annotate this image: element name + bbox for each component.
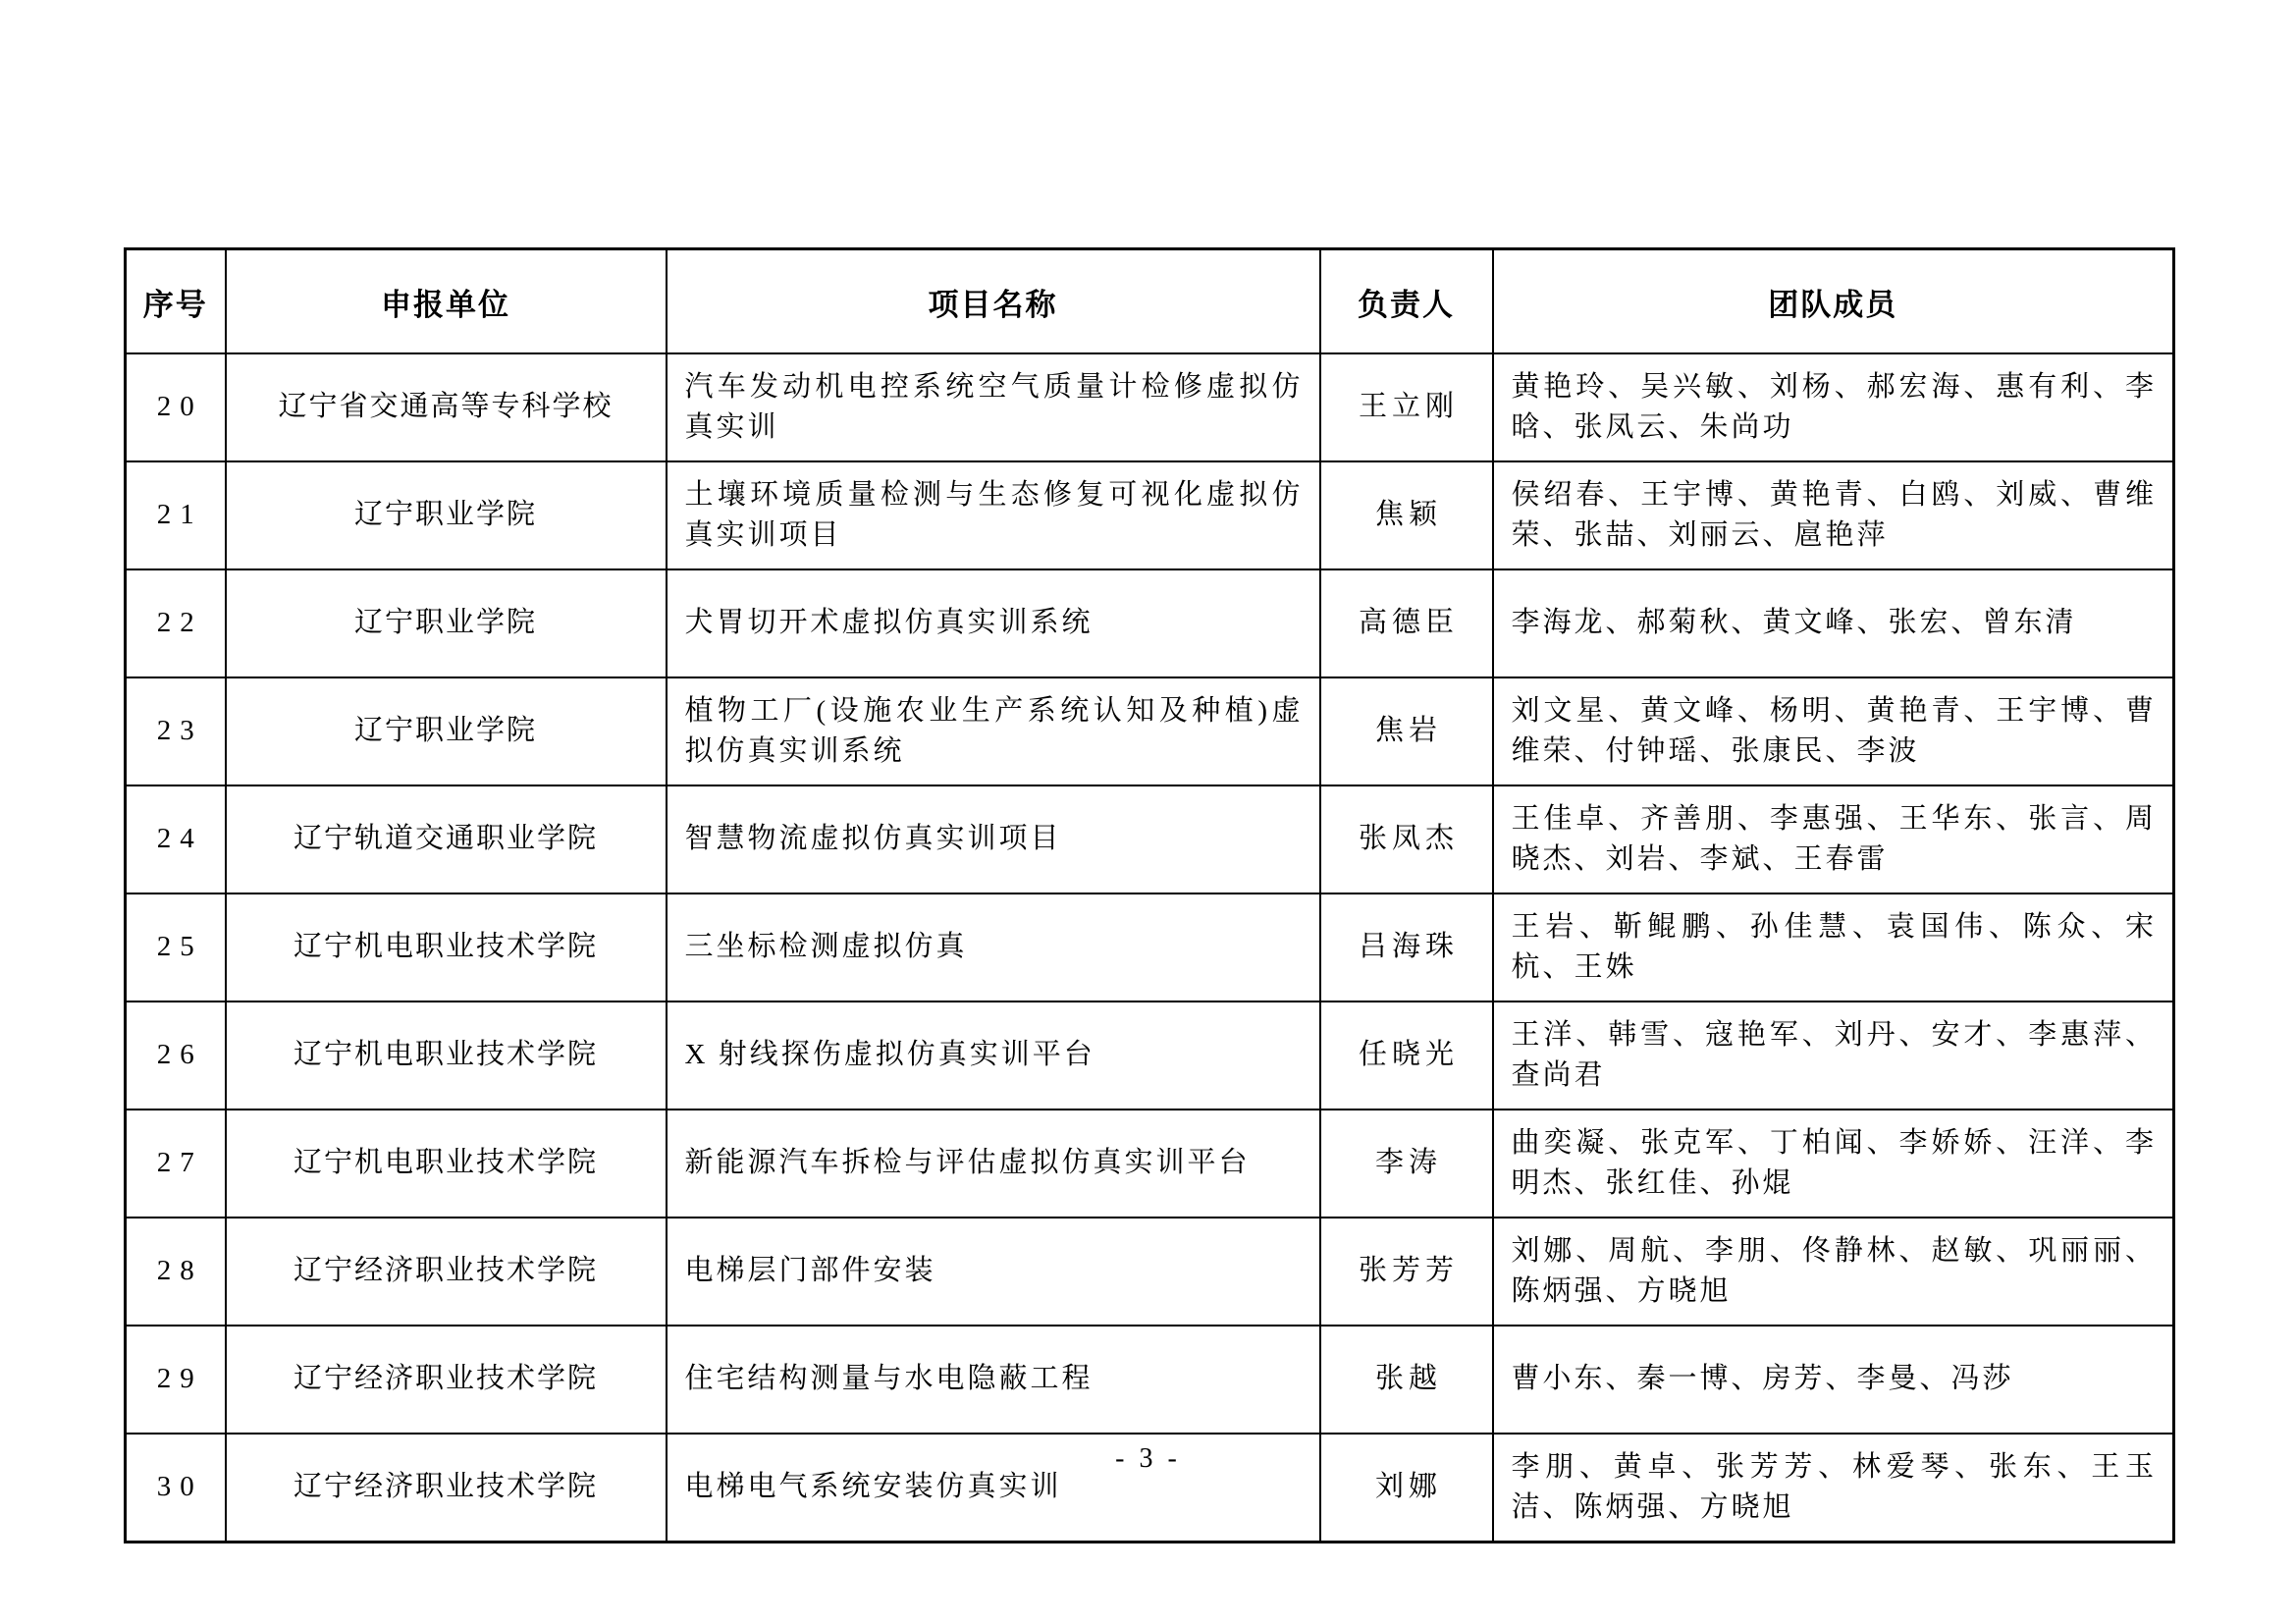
cell-project-name: 植物工厂(设施农业生产系统认知及种植)虚拟仿真实训系统 [667,677,1320,785]
cell-leader-name: 李涛 [1320,1110,1493,1218]
cell-serial-number: 21 [126,461,226,569]
cell-team-members: 李朋、黄卓、张芳芳、林爱琴、张东、王玉洁、陈炳强、方晓旭 [1493,1434,2174,1543]
cell-leader-name: 高德臣 [1320,569,1493,677]
cell-serial-number: 26 [126,1001,226,1110]
cell-leader-name: 焦颖 [1320,461,1493,569]
cell-project-name: 犬胃切开术虚拟仿真实训系统 [667,569,1320,677]
cell-serial-number: 28 [126,1218,226,1326]
table-row [126,893,2174,1001]
cell-applicant-unit: 辽宁职业学院 [226,461,667,569]
cell-leader-name: 刘娜 [1320,1434,1493,1543]
cell-serial-number: 20 [126,353,226,461]
cell-leader-name: 张越 [1320,1326,1493,1434]
cell-project-name: X 射线探伤虚拟仿真实训平台 [667,1001,1320,1110]
cell-team-members: 侯绍春、王宇博、黄艳青、白鸥、刘威、曹维荣、张喆、刘丽云、扈艳萍 [1493,461,2174,569]
column-header-project: 项目名称 [667,249,1320,354]
cell-applicant-unit: 辽宁机电职业技术学院 [226,1001,667,1110]
cell-serial-number: 23 [126,677,226,785]
cell-leader-name: 张芳芳 [1320,1218,1493,1326]
cell-serial-number: 29 [126,1326,226,1434]
cell-leader-name: 焦岩 [1320,677,1493,785]
cell-leader-name: 王立刚 [1320,353,1493,461]
cell-applicant-unit: 辽宁职业学院 [226,677,667,785]
cell-team-members: 黄艳玲、吴兴敏、刘杨、郝宏海、惠有利、李晗、张凤云、朱尚功 [1493,353,2174,461]
cell-team-members: 刘娜、周航、李朋、佟静林、赵敏、巩丽丽、陈炳强、方晓旭 [1493,1218,2174,1326]
cell-leader-name: 张凤杰 [1320,785,1493,893]
cell-project-name: 住宅结构测量与水电隐蔽工程 [667,1326,1320,1434]
cell-project-name: 电梯层门部件安装 [667,1218,1320,1326]
cell-applicant-unit: 辽宁经济职业技术学院 [226,1434,667,1543]
cell-team-members: 刘文星、黄文峰、杨明、黄艳青、王宇博、曹维荣、付钟瑶、张康民、李波 [1493,677,2174,785]
table-row [126,1001,2174,1110]
cell-team-members: 李海龙、郝菊秋、黄文峰、张宏、曾东清 [1493,569,2174,677]
cell-applicant-unit: 辽宁轨道交通职业学院 [226,785,667,893]
cell-project-name: 电梯电气系统安装仿真实训 [667,1434,1320,1543]
cell-serial-number: 22 [126,569,226,677]
table-row [126,1326,2174,1434]
cell-leader-name: 任晓光 [1320,1001,1493,1110]
cell-applicant-unit: 辽宁经济职业技术学院 [226,1326,667,1434]
table-header-row [126,249,2174,354]
projects-table [124,247,2175,1543]
cell-project-name: 汽车发动机电控系统空气质量计检修虚拟仿真实训 [667,353,1320,461]
cell-applicant-unit: 辽宁经济职业技术学院 [226,1218,667,1326]
table-row [126,1218,2174,1326]
page-number: - 3 - [1115,1443,1181,1474]
table-row [126,677,2174,785]
column-header-leader: 负责人 [1320,249,1493,354]
cell-team-members: 王岩、靳鲲鹏、孙佳慧、袁国伟、陈众、宋杭、王姝 [1493,893,2174,1001]
cell-team-members: 王佳卓、齐善朋、李惠强、王华东、张言、周晓杰、刘岩、李斌、王春雷 [1493,785,2174,893]
table-row [126,1110,2174,1218]
cell-project-name: 新能源汽车拆检与评估虚拟仿真实训平台 [667,1110,1320,1218]
cell-serial-number: 25 [126,893,226,1001]
cell-project-name: 智慧物流虚拟仿真实训项目 [667,785,1320,893]
cell-applicant-unit: 辽宁机电职业技术学院 [226,893,667,1001]
cell-serial-number: 27 [126,1110,226,1218]
cell-project-name: 土壤环境质量检测与生态修复可视化虚拟仿真实训项目 [667,461,1320,569]
table-row [126,461,2174,569]
column-header-no: 序号 [126,249,226,354]
table-row [126,569,2174,677]
cell-team-members: 王洋、韩雪、寇艳军、刘丹、安才、李惠萍、查尚君 [1493,1001,2174,1110]
cell-team-members: 曹小东、秦一博、房芳、李曼、冯莎 [1493,1326,2174,1434]
table-row [126,353,2174,461]
cell-team-members: 曲奕凝、张克军、丁柏闻、李娇娇、汪洋、李明杰、张红佳、孙焜 [1493,1110,2174,1218]
column-header-unit: 申报单位 [226,249,667,354]
cell-applicant-unit: 辽宁职业学院 [226,569,667,677]
table-row [126,785,2174,893]
column-header-team: 团队成员 [1493,249,2174,354]
cell-leader-name: 吕海珠 [1320,893,1493,1001]
cell-applicant-unit: 辽宁省交通高等专科学校 [226,353,667,461]
cell-serial-number: 30 [126,1434,226,1543]
cell-serial-number: 24 [126,785,226,893]
cell-applicant-unit: 辽宁机电职业技术学院 [226,1110,667,1218]
cell-project-name: 三坐标检测虚拟仿真 [667,893,1320,1001]
